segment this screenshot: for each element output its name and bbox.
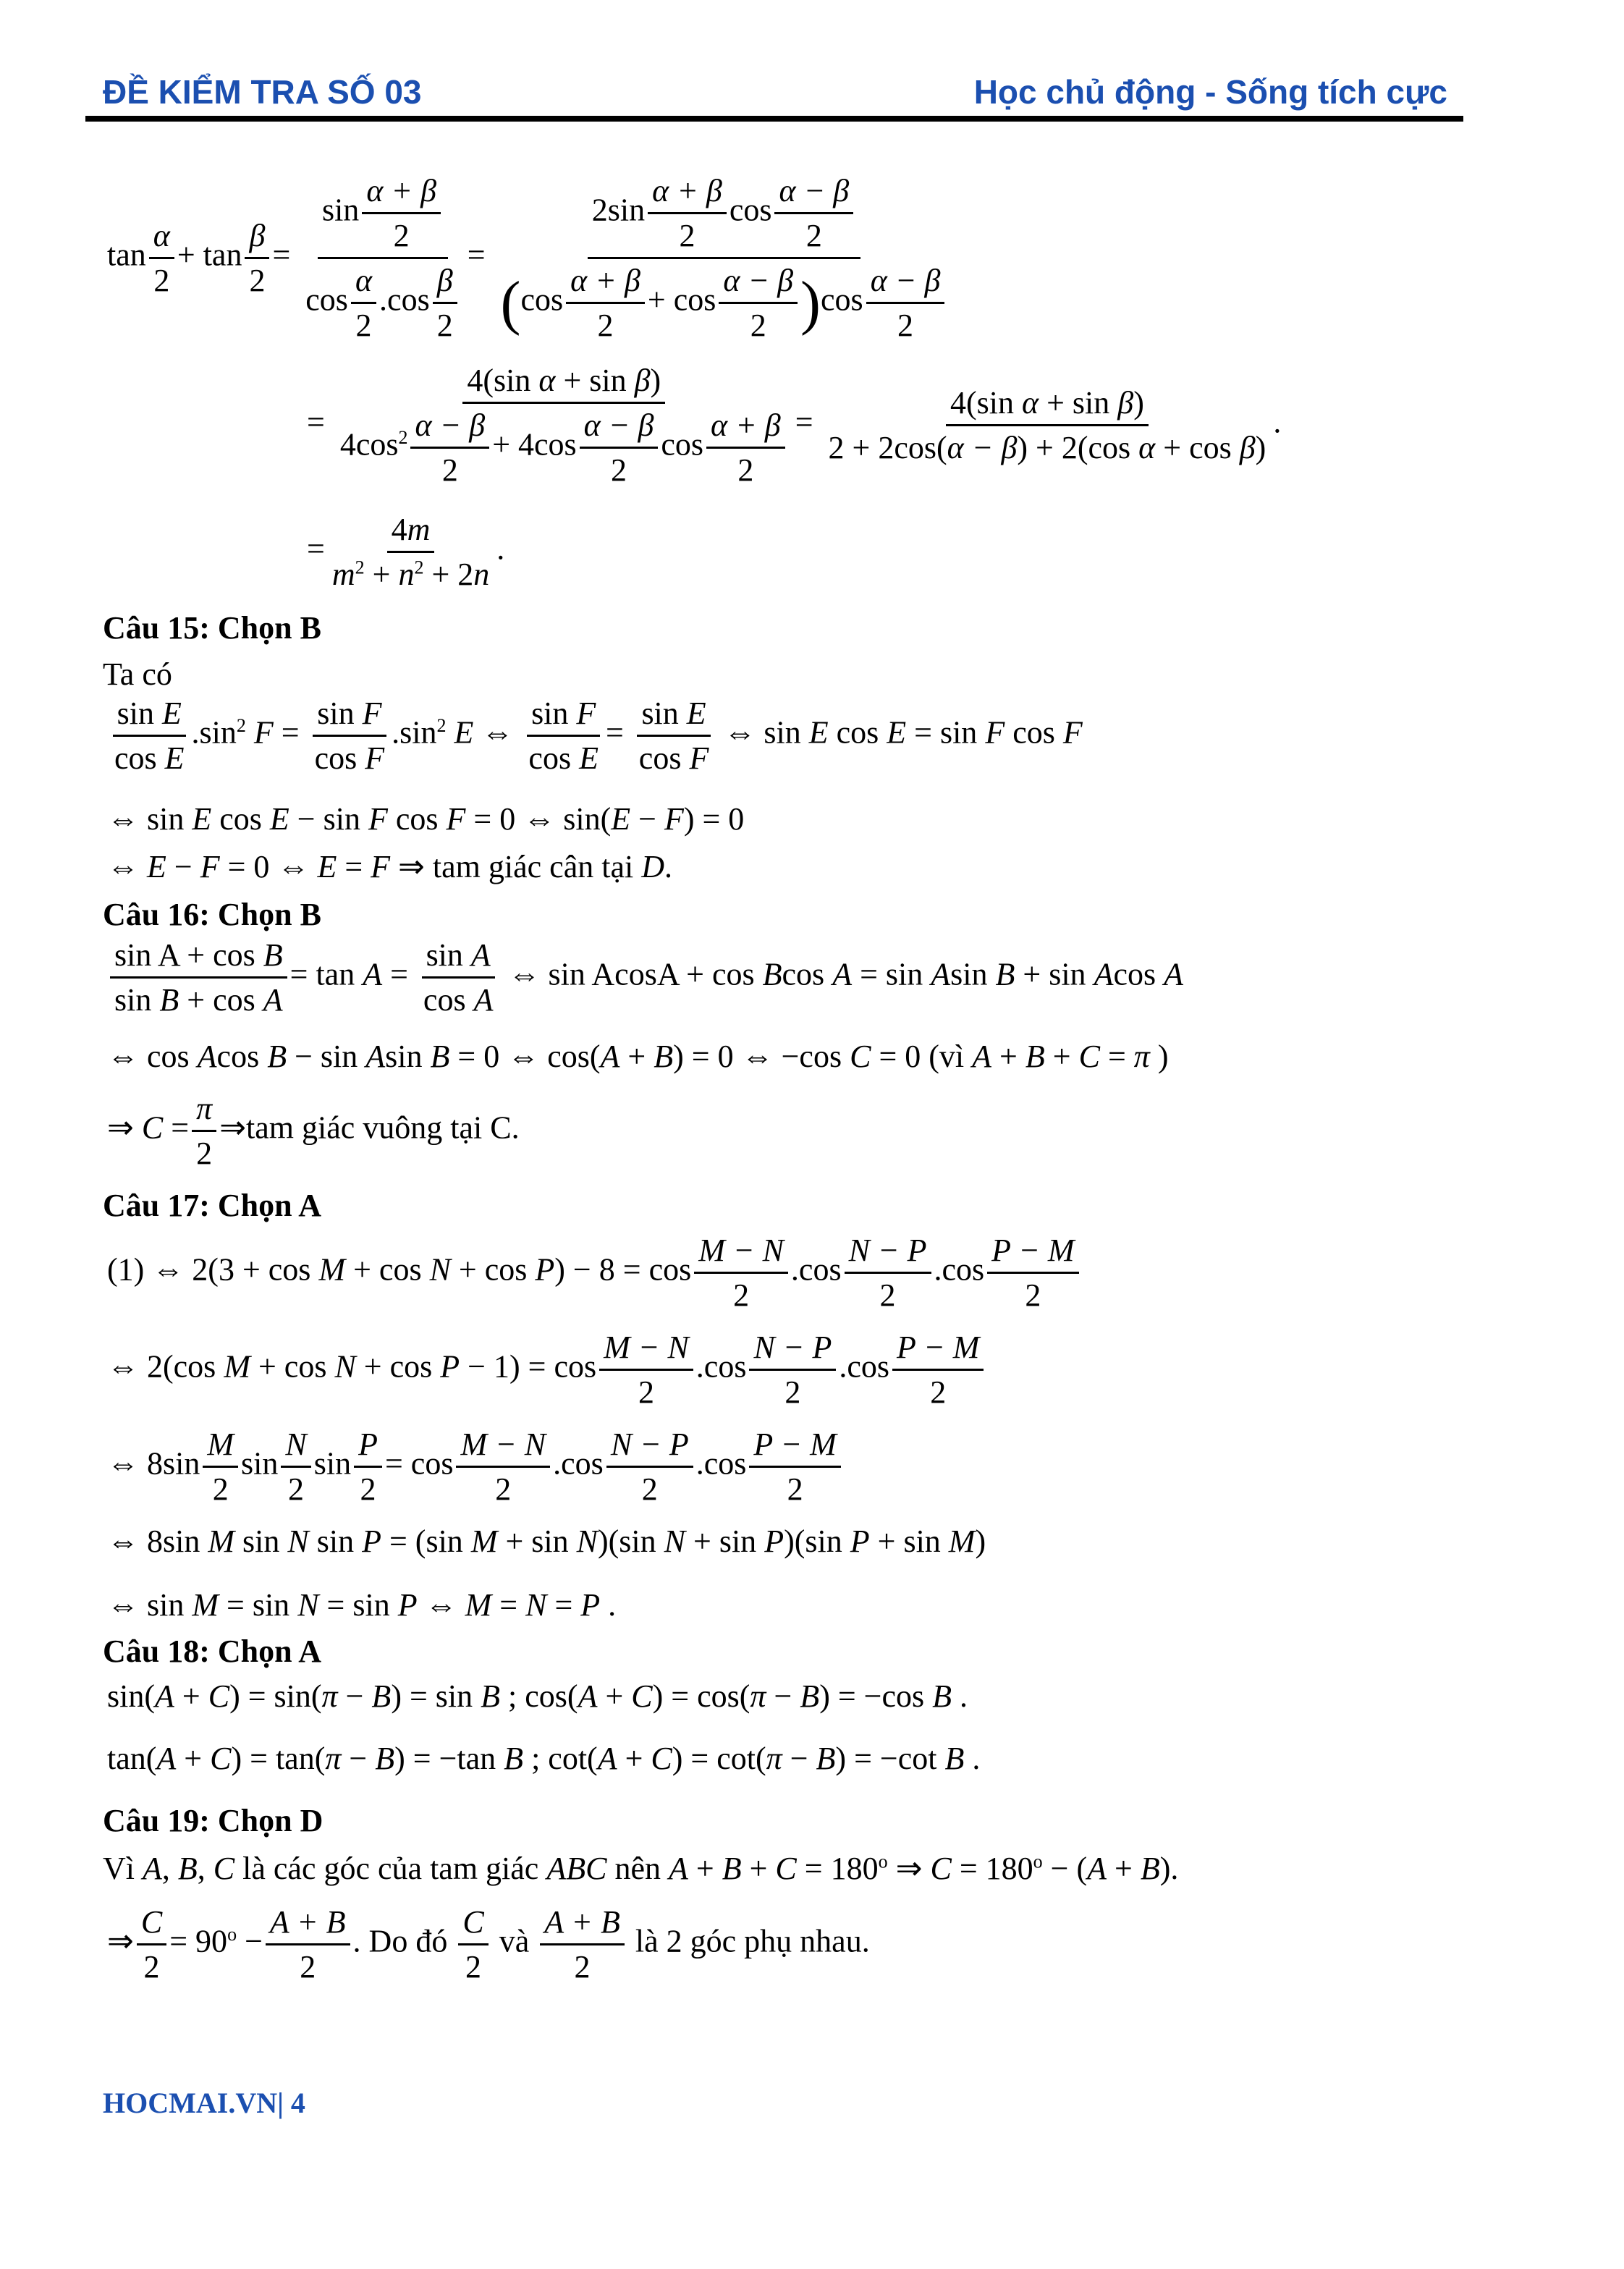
cau17-formula-4: ⇔ 8sin M sin N sin P = (sin M + sin N)(sin N + sin P)(sin P + sin M) — [107, 1524, 986, 1559]
cau15-conclusion: tam giác cân tại — [432, 849, 634, 884]
cau19-line-1: Vì A, B, C là các góc của tam giác ABC nên $A + B + C = 180^o$ ⇒ $C = 180^o - (A + B)$. — [103, 1851, 1179, 1886]
cau15-heading: Câu 15: Chọn B — [103, 610, 321, 646]
cau18-heading: Câu 18: Chọn A — [103, 1634, 321, 1669]
cau16-formula-3: ⇒ C = $\frac{\pi}{2}$ ⇒tam giác vuông tại C. — [107, 1091, 520, 1171]
cau17-formula-5: ⇔ sin M = sin N = sin P ⇔ M = N = P . — [107, 1587, 617, 1623]
header-divider — [85, 116, 1463, 122]
formula-tan-sum-line3: = $\frac{4m}{m^2 + n^2 + 2n}$ . — [307, 512, 505, 592]
cau19-text-goc: là các góc của tam giác — [242, 1851, 539, 1886]
cau19-text-vi: Vì — [103, 1851, 135, 1886]
cau19-text-dodo: . Do đó — [352, 1923, 448, 1959]
cau15-formula-3: ⇔ E − F = 0 ⇔ E = F ⇒ tam giác cân tại D. — [107, 849, 673, 884]
header-title: ĐỀ KIỂM TRA SỐ 03 — [103, 73, 422, 111]
cau19-text-nen: nên — [614, 1851, 661, 1886]
cau17-formula-3: ⇔ 8sin $\frac{M}{2}$ sin $\frac{N}{2}$ sin $\frac{P}{2}$ = cos $\frac{M - N}{2}$ .cos $\frac{N - P}{2}$ .cos $\frac{P - M}{2}$ — [107, 1426, 844, 1508]
cau16-formula-1: $\frac{\text{sin A + cos B}}{\text{sin B + cos A}}$ = tan A = $\frac{\text{sin A}}{\text{cos A}}$ ⇔ sin AcosA + cos Bcos A = sin Asin B + sin Acos A — [107, 937, 1183, 1018]
cau15-formula-1: $\frac{\text{sin E}}{\text{cos E}}$ $.\sin^2$ F = $\frac{\text{sin F}}{\text{cos F}}$ $.\sin^2$ E ⇔ $\frac{\text{sin F}}{\text{cos E}}$ = $\frac{\text{sin E}}{\text{cos F}}$ ⇔ sin E cos E = sin F cos F — [107, 695, 1083, 777]
cau19-text-va: và — [499, 1923, 530, 1959]
cau19-line-2: ⇒ $\frac{C}{2}$ = $90^o$ − $\frac{A + B}{2}$ . Do đó $\frac{C}{2}$ và $\frac{A + B}{2}$ là 2 góc phụ nhau. — [107, 1904, 870, 1985]
cau15-intro: Ta có — [103, 656, 172, 692]
cau19-text-phu: là 2 góc phụ nhau. — [635, 1923, 870, 1959]
cau19-heading: Câu 19: Chọn D — [103, 1803, 323, 1838]
cau16-conclusion: tam giác vuông tại C. — [245, 1110, 520, 1146]
cau17-formula-2: ⇔ 2(cos M + cos N + cos P − 1) = cos $\frac{M - N}{2}$ .cos $\frac{N - P}{2}$ .cos $\frac{P - M}{2}$ — [107, 1329, 986, 1411]
footer-page-label: HOCMAI.VN| 4 — [103, 2087, 305, 2119]
cau18-formula-1: sin(A + C) = sin(π − B) = sin B ; cos(A + C) = cos(π − B) = −cos B . — [107, 1678, 968, 1714]
cau17-heading: Câu 17: Chọn A — [103, 1188, 321, 1223]
cau17-formula-1: (1) ⇔ 2(3 + cos M + cos N + cos P) − 8 = cos $\frac{M - N}{2}$ .cos $\frac{N - P}{2}$ .cos $\frac{P - M}{2}$ — [107, 1232, 1082, 1314]
header-slogan: Học chủ động - Sống tích cực — [973, 73, 1447, 111]
cau16-heading: Câu 16: Chọn B — [103, 897, 321, 932]
cau16-formula-2: ⇔ cos Acos B − sin Asin B = 0 ⇔ cos(A + B) = 0 ⇔ −cos C = 0 (vì A + B + C = π ) — [107, 1039, 1169, 1074]
cau15-formula-2: ⇔ sin E cos E − sin F cos F = 0 ⇔ sin(E − F) = 0 — [107, 801, 745, 837]
cau16-note: (vì — [929, 1039, 965, 1074]
formula-tan-sum-line2: = 4(sin α + sin β) $4\cos^2$ $\frac{\alpha - \beta}{2}$ + 4cos $\frac{\alpha - \beta}{2}$ cos $\frac{\alpha + \beta}{2}$ = $\frac{\text{4(sin α + sin β)}}{\text{2 + 2cos(α − β) + 2(cos α + cos β)}}$ . — [307, 363, 1282, 488]
formula-tan-sum-line1: tan $\frac{\alpha}{2}$ + tan $\frac{\beta}{2}$ = sin $\frac{\alpha + \beta}{2}$ cos $\frac{\alpha}{2}$ .cos $\frac{\beta}{2}$ = 2sin $\frac{\alpha + \beta}{2}$ cos $\frac{\alpha - \beta}{2}$ (cos $\frac{\alpha + \beta}{2}$ + cos $\frac{\alpha - \beta}{2}$ )cos $\frac{\alpha - \beta}{2}$ — [107, 172, 955, 344]
cau18-formula-2: tan(A + C) = tan(π − B) = −tan B ; cot(A + C) = cot(π − B) = −cot B . — [107, 1741, 981, 1776]
